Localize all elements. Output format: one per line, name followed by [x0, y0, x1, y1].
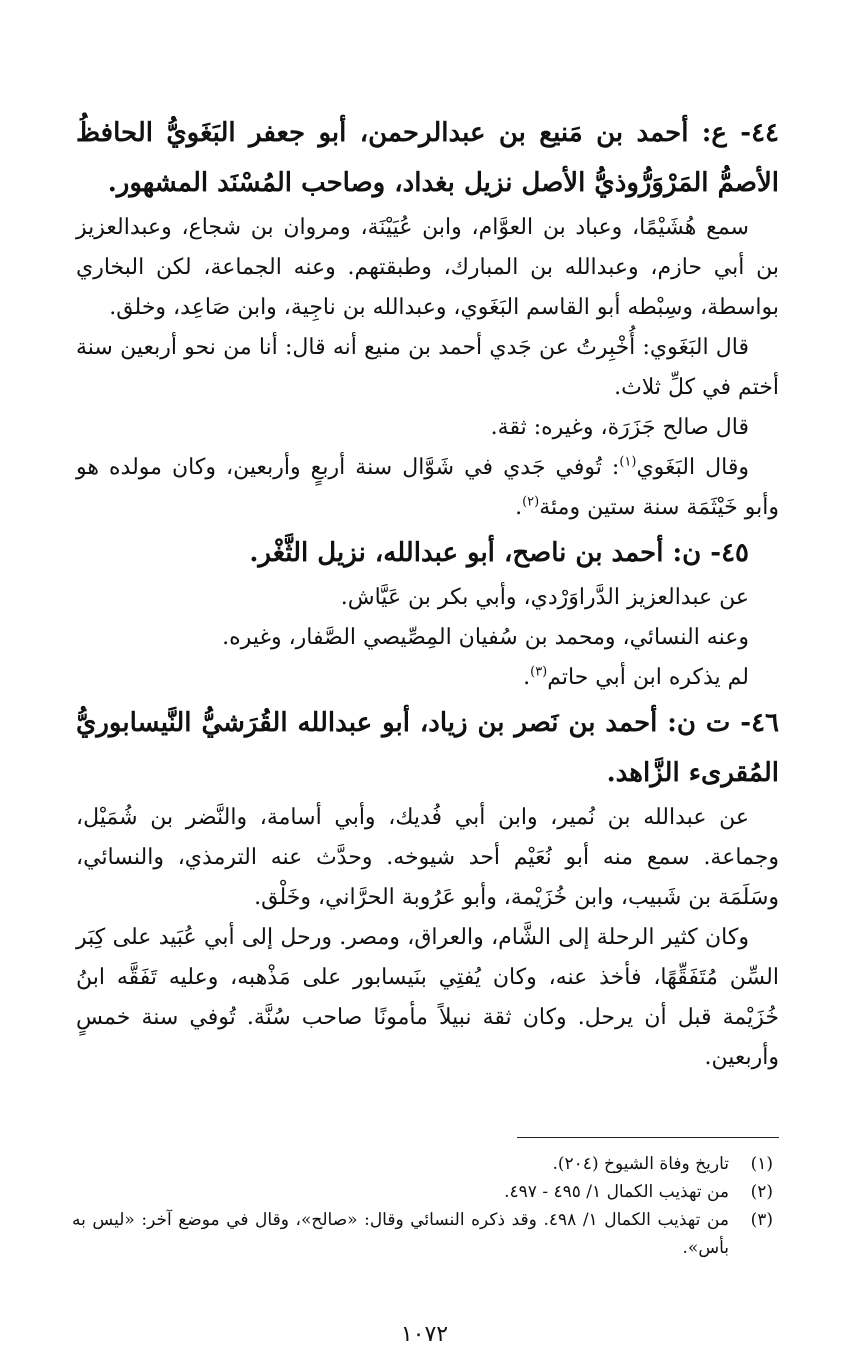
footnote-ref[interactable]: (١): [619, 454, 637, 470]
footnote: [72, 1178, 773, 1206]
paragraph-text: .: [515, 495, 523, 520]
footnote-ref[interactable]: (٢): [522, 494, 540, 510]
footnote: [72, 1150, 773, 1178]
entry-title: ٤٦- ت ن: أحمد بن نَصر بن زياد، أبو عبدالله القُرَشيُّ النَّيسابوريُّ المُقرىء الزَّاهد.: [76, 708, 779, 788]
entry-paragraph: وكان كثير الرحلة إلى الشَّام، والعراق، ومصر. ورحل إلى أبي عُبَيد على كِبَر السِّن مُتَفَقِّهًا، فأخذ عنه، وكان يُفتِي بنَيسابور على مَذْهبه، وعليه تَفَقَّه ابنُ خُزَيْمة قبل أن يرحل. وكان ثقة نبيلاً مأمونًا صاحب سُنَّة. تُوفي سنة خمسٍ وأربعين.: [76, 925, 779, 1070]
footnote-text: من تهذيب الكمال ١/ ٤٩٥ - ٤٩٧.: [504, 1182, 729, 1202]
page-number: ١٠٧٢: [400, 1322, 449, 1347]
entry-title: ٤٥- ن: أحمد بن ناصح، أبو عبدالله، نزيل الثَّغْر.: [249, 538, 749, 568]
entry-paragraph: قال البَغَوي: أُخْبِرتُ عن جَدي أحمد بن منيع أنه قال: أنا من نحو أربعين سنة أختم في كلِّ ثلاث.: [76, 335, 779, 400]
footnote-number: (٣): [750, 1210, 773, 1230]
entry-46: [76, 698, 779, 1078]
paragraph-text: لم يذكره ابن أبي حاتم: [547, 665, 749, 690]
entry-paragraph: قال صالح جَزَرَة، وغيره: ثقة.: [490, 415, 749, 440]
footnote-number: (٢): [750, 1182, 773, 1202]
entry-paragraph: [76, 448, 779, 528]
footnote-ref[interactable]: (٣): [530, 664, 548, 680]
paragraph-text: وقال البَغَوي: [636, 455, 749, 480]
footnote-divider: [517, 1137, 779, 1138]
entry-45: [76, 528, 779, 698]
entry-paragraph: عن عبدالله بن نُمير، وابن أبي فُديك، وأبي أسامة، والنَّضر بن شُمَيْل، وجماعة. سمع منه أبو نُعَيْم أحد شيوخه. وحدَّث عنه الترمذي، والنسائي، وسَلَمَة بن شَبيب، وابن خُزَيْمة، وأبو عَرُوبة الحرَّاني، وخَلْق.: [76, 805, 779, 910]
footnote: [72, 1206, 773, 1262]
entry-44: [76, 108, 779, 528]
footnote-text: من تهذيب الكمال ١/ ٤٩٨. وقد ذكره النسائي وقال: «صالح»، وقال في موضع آخر: «ليس به بأس».: [72, 1210, 729, 1258]
entry-paragraph: [76, 658, 779, 698]
footnotes: [72, 1150, 773, 1262]
entry-title: ٤٤- ع: أحمد بن مَنيع بن عبدالرحمن، أبو جعفر البَغَويُّ الحافظُ الأصمُّ المَرْوَرُّوذيُّ الأصل نزيل بغداد، وصاحب المُسْنَد المشهور.: [76, 118, 779, 198]
footnote-text: تاريخ وفاة الشيوخ (٢٠٤).: [552, 1154, 729, 1174]
entry-paragraph: وعنه النسائي، ومحمد بن سُفيان المِصِّيصي الصَّفار، وغيره.: [222, 625, 749, 650]
entry-paragraph: عن عبدالعزيز الدَّراوَرْدي، وأبي بكر بن عَيَّاش.: [340, 585, 749, 610]
footnote-number: (١): [750, 1154, 773, 1174]
paragraph-text: : تُوفي جَدي في شَوَّال سنة أربعٍ وأربعين، وكان مولده هو وأبو خَيْثَمَة سنة ستين ومئة: [76, 455, 779, 520]
paragraph-text: .: [523, 665, 531, 690]
entry-paragraph: سمع هُشَيْمًا، وعباد بن العوَّام، وابن عُيَيْنَة، ومروان بن شجاع، وعبدالعزيز بن أبي حازم، وعبدالله بن المبارك، وطبقتهم. وعنه الجماعة، لكن البخاري بواسطة، وسِبْطه أبو القاسم البَغَوي، وعبدالله بن ناجِية، وابن صَاعِد، وخلق.: [76, 215, 779, 320]
